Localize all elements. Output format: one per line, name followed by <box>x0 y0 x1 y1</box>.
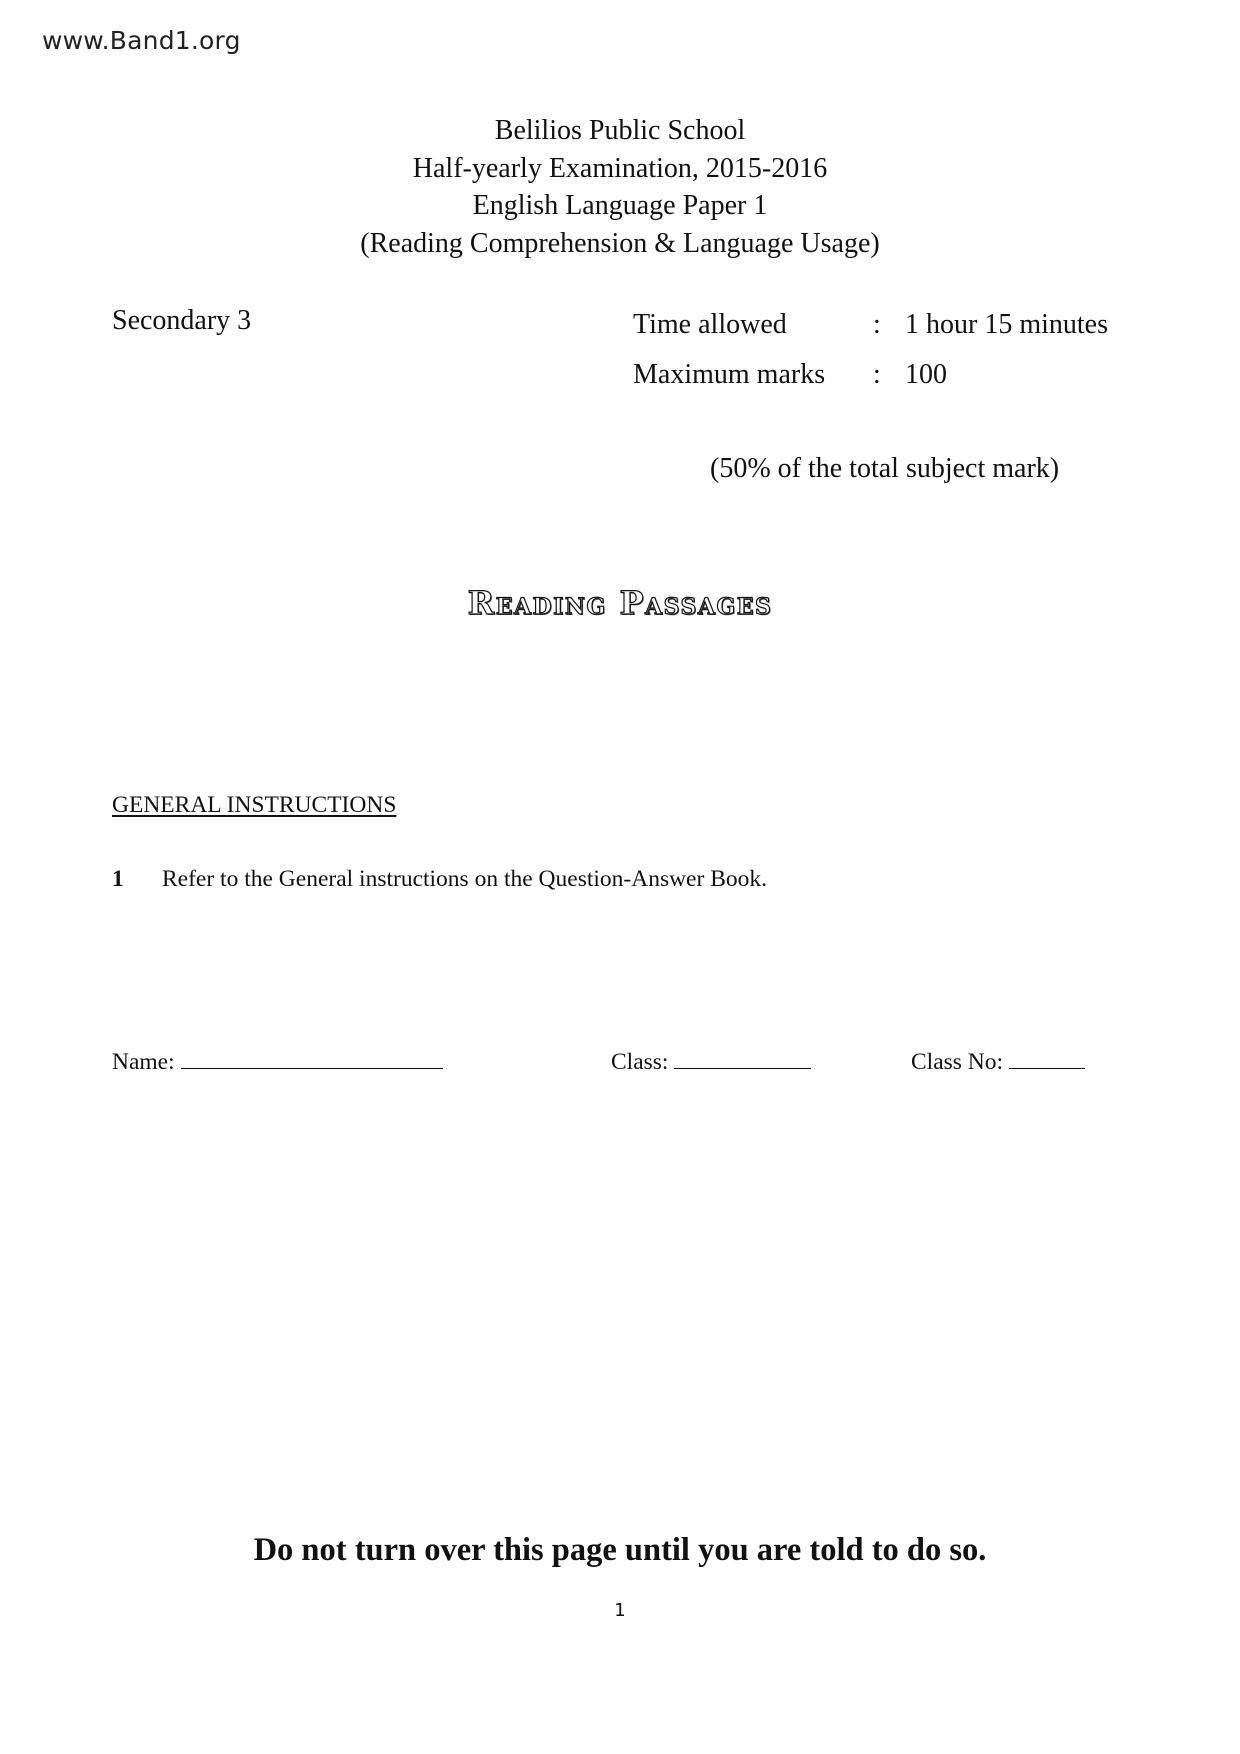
do-not-turn-warning: Do not turn over this page until you are told to do so. <box>253 1532 987 1568</box>
time-allowed-value: 1 hour 15 minutes <box>905 309 1108 340</box>
class-field[interactable] <box>611 1046 811 1076</box>
weight-note: (50% of the total subject mark) <box>710 453 1060 484</box>
class-blank[interactable] <box>674 1046 811 1069</box>
instruction-item <box>112 866 767 893</box>
exam-meta-table <box>633 309 1108 409</box>
time-allowed-label: Time allowed <box>633 309 787 340</box>
name-blank[interactable] <box>181 1046 443 1069</box>
exam-header <box>0 112 1240 262</box>
section-title: Reading Passages <box>467 584 773 622</box>
time-allowed-row <box>633 309 1108 359</box>
watermark-url: www.Band1.org <box>42 26 241 55</box>
name-label: Name: <box>112 1049 175 1075</box>
school-name: Belilios Public School <box>494 115 746 146</box>
maximum-marks-separator: : <box>873 359 881 390</box>
exam-title: Half-yearly Examination, 2015-2016 <box>412 152 828 184</box>
instruction-text: Refer to the General instructions on the Question-Answer Book. <box>162 866 767 892</box>
class-no-field[interactable] <box>911 1046 1085 1076</box>
class-no-blank[interactable] <box>1009 1046 1085 1069</box>
maximum-marks-row <box>633 359 1108 409</box>
page-number: 1 <box>614 1600 626 1621</box>
class-label: Class: <box>611 1049 669 1075</box>
class-no-label: Class No: <box>911 1049 1004 1075</box>
name-field[interactable] <box>112 1046 443 1076</box>
general-instructions-heading: GENERAL INSTRUCTIONS <box>112 792 397 818</box>
maximum-marks-label: Maximum marks <box>633 359 826 390</box>
paper-title: English Language Paper 1 <box>472 190 768 221</box>
maximum-marks-value: 100 <box>905 359 947 390</box>
instruction-number: 1 <box>112 866 124 892</box>
level-label: Secondary 3 <box>112 305 252 336</box>
time-allowed-separator: : <box>873 309 881 340</box>
paper-subtitle: (Reading Comprehension & Language Usage) <box>360 227 880 259</box>
